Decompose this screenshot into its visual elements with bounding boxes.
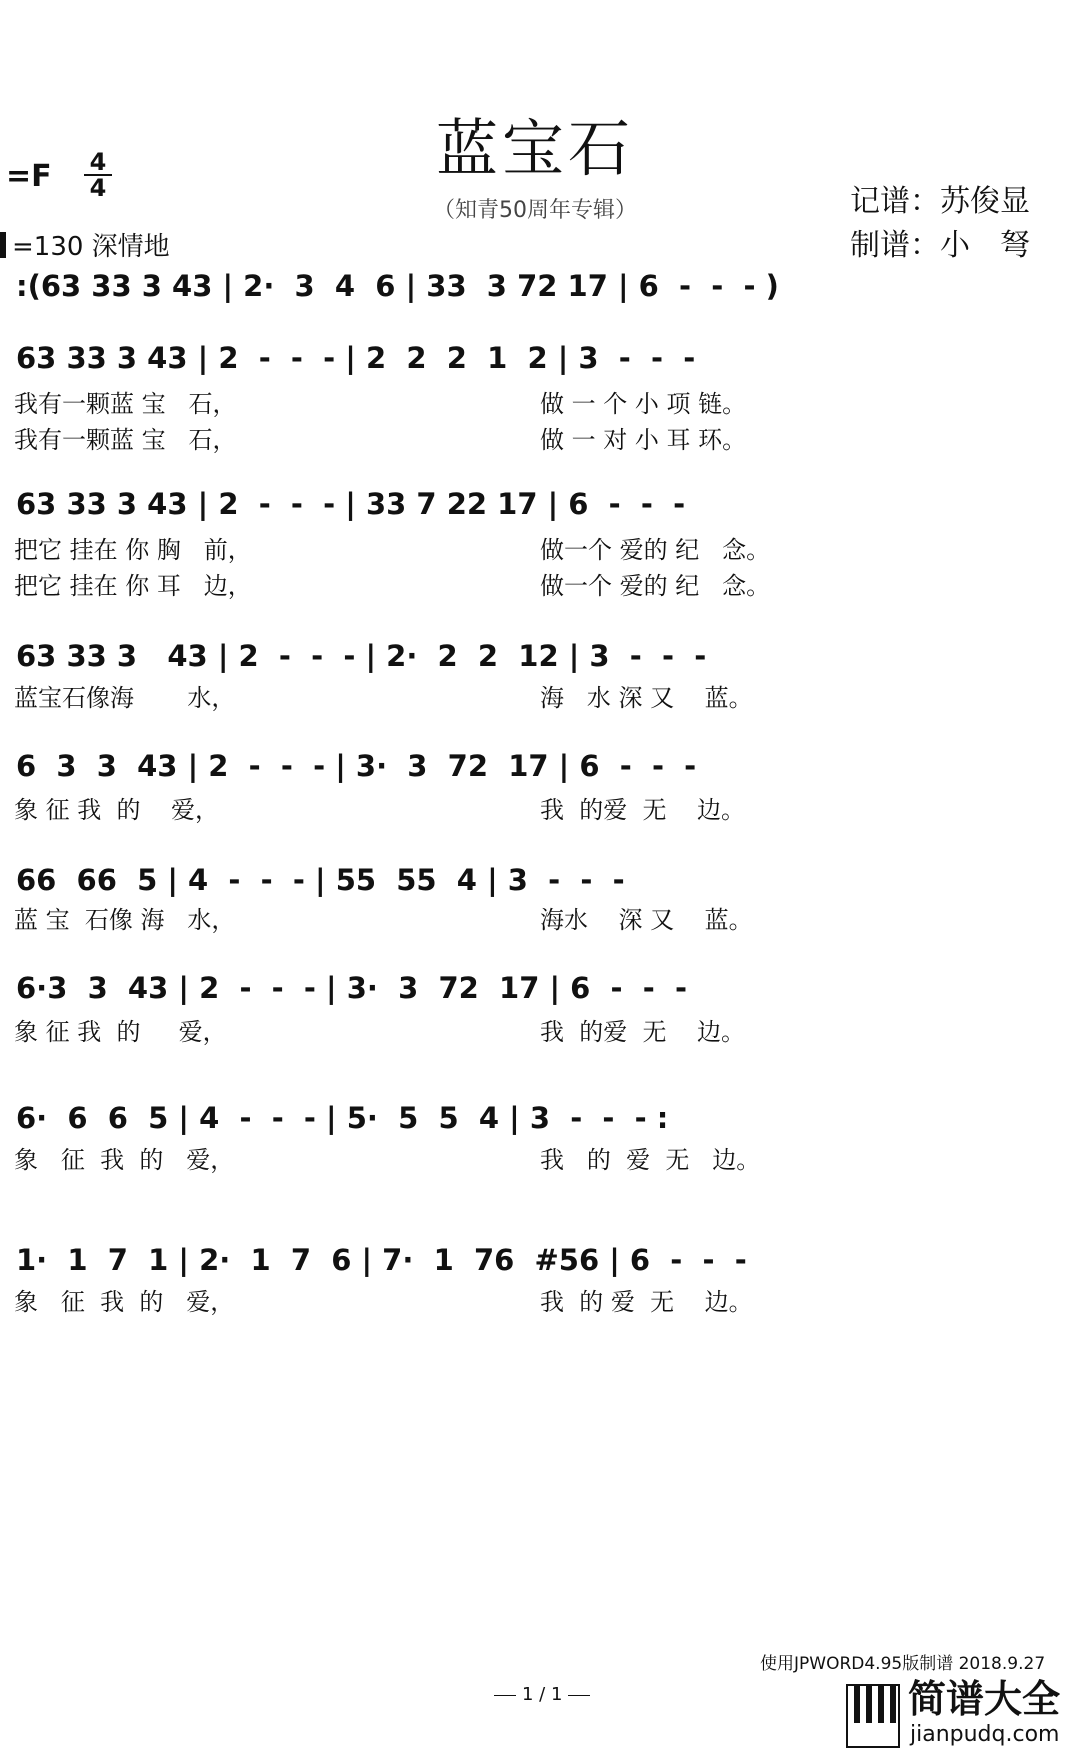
lyric-line: 我 的 爱 无 边。 [540, 1288, 753, 1316]
sheet-subtitle: （知青50周年专辑） [433, 198, 637, 223]
site-logo [846, 1677, 1070, 1754]
note-row: 6·3 3 43 | 2 - - - | 3· 3 72 17 | 6 - - - [16, 971, 688, 1005]
lyric-line: 海水 深 又 蓝。 [540, 906, 753, 934]
lyric-line: 我有一颗蓝 宝 石， [14, 426, 237, 454]
time-signature-bottom: 4 [89, 174, 107, 202]
note-row: 1· 1 7 1 | 2· 1 7 6 | 7· 1 76 #56 | 6 - - - [16, 1243, 747, 1277]
lyric-line: 做 一 个 小 项 链。 [540, 390, 747, 418]
lyric-line: 象 征 我 的 爱， [14, 1018, 227, 1046]
note-row: 6· 6 6 5 | 4 - - - | 5· 5 5 4 | 3 - - - : [16, 1101, 669, 1135]
logo-name: 简谱大全 [908, 1677, 1061, 1721]
logo-url: jianpudq.com [910, 1722, 1060, 1747]
note-row: :(63 33 3 43 | 2· 3 4 6 | 33 3 72 17 | 6 - - - ) [16, 269, 779, 303]
note-row: 66 66 5 | 4 - - - | 55 55 4 | 3 - - - [16, 863, 625, 897]
lyric-line: 象 征 我 的 爱， [14, 1288, 235, 1316]
lyric-line: 蓝 宝 石像 海 水， [14, 906, 236, 934]
time-signature-top: 4 [89, 148, 107, 176]
lyric-line: 做一个 爱的 纪 念。 [540, 536, 771, 564]
lyric-line: 海 水 深 又 蓝。 [540, 684, 753, 712]
lyric-line: 做 一 对 小 耳 环。 [540, 426, 747, 454]
engraver-credit: 制谱：小 弩 [850, 228, 1030, 263]
transcriber-credit: 记谱：苏俊显 [850, 184, 1030, 219]
time-signature [84, 148, 112, 202]
lyric-line: 象 征 我 的 爱， [14, 796, 220, 824]
lyric-line: 把它 挂在 你 胸 前， [14, 536, 252, 564]
lyric-line: 蓝宝石像海 水， [14, 684, 236, 712]
lyric-line: 我 的 爱 无 边。 [540, 1146, 761, 1174]
note-row: 63 33 3 43 | 2 - - - | 2· 2 2 12 | 3 - - - [16, 639, 707, 673]
software-note: 使用JPWORD4.95版制谱 2018.9.27 [760, 1654, 1046, 1674]
lyric-line: 象 征 我 的 爱， [14, 1146, 235, 1174]
note-row: 63 33 3 43 | 2 - - - | 2 2 2 1 2 | 3 - - - [16, 341, 696, 375]
lyric-line: 我 的爱 无 边。 [540, 1018, 746, 1046]
lyric-line: 把它 挂在 你 耳 边， [14, 572, 252, 600]
tempo-marking: =130 深情地 [12, 232, 170, 262]
note-row: 6 3 3 43 | 2 - - - | 3· 3 72 17 | 6 - - - [16, 749, 697, 783]
lyric-line: 我有一颗蓝 宝 石， [14, 390, 237, 418]
piano-keys-icon [846, 1684, 900, 1748]
sheet-title: 蓝宝石 [435, 112, 634, 185]
lyric-line: 我 的爱 无 边。 [540, 796, 746, 824]
note-row: 63 33 3 43 | 2 - - - | 33 7 22 17 | 6 - - - [16, 487, 686, 521]
page-number: 1 / 1 [488, 1686, 596, 1704]
key-signature: =F [6, 159, 52, 194]
lyric-line: 做一个 爱的 纪 念。 [540, 572, 771, 600]
credits [850, 180, 1030, 268]
note-symbol-icon [0, 232, 6, 258]
